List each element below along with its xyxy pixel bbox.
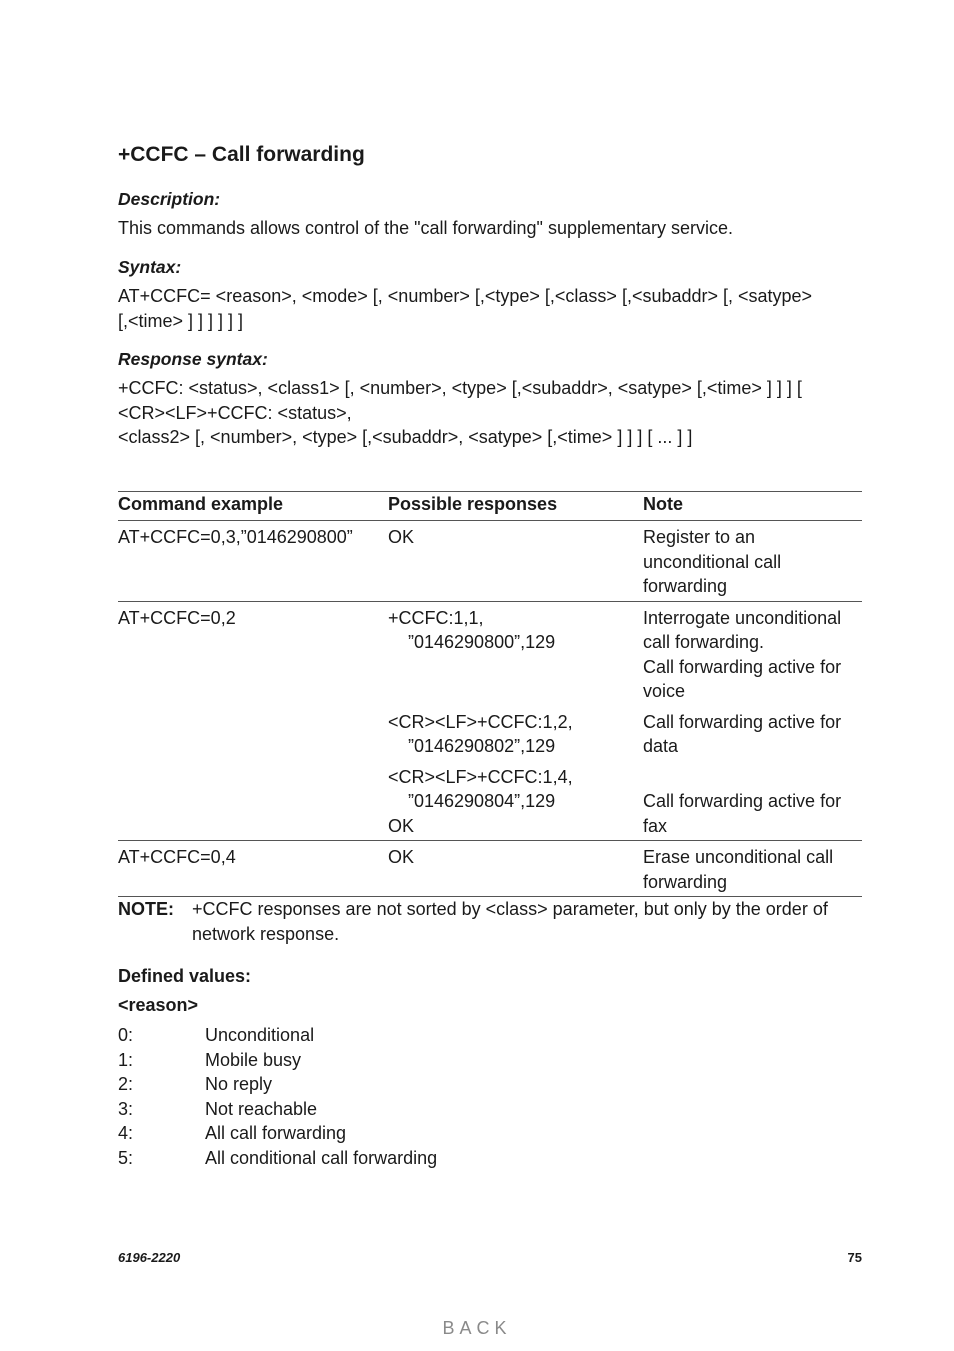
back-link[interactable]: BACK <box>442 1318 512 1338</box>
description-heading: Description: <box>118 189 221 209</box>
response-cell <box>388 601 643 706</box>
note-line: fax <box>643 815 668 836</box>
table-row <box>118 841 862 897</box>
header-possible-responses: Possible responses <box>388 492 643 521</box>
page-title: +CCFC – Call forwarding <box>118 143 365 166</box>
parameter-name: <reason> <box>118 995 199 1015</box>
response-syntax-line: <CR><LF>+CCFC: <status>, <box>118 402 352 423</box>
response-syntax-text <box>118 376 802 450</box>
syntax-line: [,<time> ] ] ] ] ] ] <box>118 310 244 331</box>
value-key: 0: <box>118 1025 134 1045</box>
note-text: +CCFC responses are not sorted by <class> parameter, but only by the order of network response. <box>192 899 828 944</box>
table-row <box>118 601 862 706</box>
response-cell <box>388 761 643 841</box>
syntax-heading: Syntax: <box>118 257 182 277</box>
note-line: voice <box>643 681 686 701</box>
value-key: 4: <box>118 1123 134 1143</box>
note-cell <box>643 706 862 761</box>
response-cell <box>388 521 643 602</box>
value-label: Not reachable <box>205 1098 318 1119</box>
value-label: Mobile busy <box>205 1049 302 1070</box>
note-line: forwarding <box>643 871 728 892</box>
syntax-line: AT+CCFC= <reason>, <mode> [, <number> [,<type> [,<class> [,<subaddr> [, <satype> <box>118 286 813 306</box>
note-line: Register to an <box>643 527 756 547</box>
note-cell <box>643 521 862 602</box>
response-line: ”0146290804”,129 <box>408 791 556 811</box>
response-syntax-heading: Response syntax: <box>118 349 268 369</box>
value-key: 1: <box>118 1049 134 1070</box>
value-label: Unconditional <box>205 1025 315 1045</box>
note-line: call forwarding. <box>643 632 765 652</box>
response-line: <CR><LF>+CCFC:1,2, <box>388 711 573 732</box>
command-cell: AT+CCFC=0,4 <box>118 841 388 897</box>
note-cell <box>643 841 862 897</box>
value-key: 3: <box>118 1098 134 1119</box>
response-syntax-line: <class2> [, <number>, <type> [,<subaddr>, <satype> [,<time> ] ] ] [ ... ] ] <box>118 427 693 447</box>
syntax-text <box>118 284 812 333</box>
response-line: ”0146290802”,129 <box>408 736 556 756</box>
note-line: Call forwarding active for <box>643 711 842 732</box>
response-line: +CCFC:1,1, <box>388 607 484 628</box>
value-label: No reply <box>205 1074 273 1094</box>
document-number: 6196-2220 <box>118 1250 181 1265</box>
command-cell <box>118 706 388 761</box>
command-table <box>118 491 862 897</box>
table-row <box>118 521 862 602</box>
response-line: ”0146290800”,129 <box>408 632 556 652</box>
command-cell: AT+CCFC=0,3,”0146290800” <box>118 521 388 602</box>
header-command-example: Command example <box>118 492 388 521</box>
note-label: NOTE: <box>118 899 174 919</box>
header-note: Note <box>643 492 862 521</box>
response-line: OK <box>388 847 415 867</box>
note-line: Call forwarding active for <box>643 656 842 677</box>
note-line <box>643 765 862 790</box>
table-header-row <box>118 492 862 521</box>
value-key: 5: <box>118 1147 134 1168</box>
response-line: OK <box>388 527 415 547</box>
command-cell: AT+CCFC=0,2 <box>118 607 236 628</box>
page-number: 75 <box>847 1250 862 1265</box>
defined-values-heading: Defined values: <box>118 966 252 986</box>
response-line: OK <box>388 815 415 836</box>
value-label: All conditional call forwarding <box>205 1147 438 1168</box>
note-line: Interrogate unconditional <box>643 607 842 628</box>
table-row <box>118 761 862 841</box>
note-line: forwarding <box>643 576 728 596</box>
note-cell <box>643 601 862 706</box>
command-cell <box>118 761 388 841</box>
note-cell <box>643 761 862 841</box>
note-line: Call forwarding active for <box>643 791 842 811</box>
note-line: unconditional call <box>643 551 782 572</box>
response-syntax-line: +CCFC: <status>, <class1> [, <number>, <type> [,<subaddr>, <satype> [,<time> ] ] ] [ <box>118 378 802 398</box>
note-line: data <box>643 736 679 756</box>
note-line: Erase unconditional call <box>643 847 834 867</box>
response-cell <box>388 841 643 897</box>
value-label: All call forwarding <box>205 1123 347 1143</box>
response-line: <CR><LF>+CCFC:1,4, <box>388 766 573 787</box>
value-key: 2: <box>118 1074 134 1094</box>
description-text: This commands allows control of the "call forwarding" supplementary service. <box>118 218 734 238</box>
response-cell <box>388 706 643 761</box>
table-row <box>118 706 862 761</box>
